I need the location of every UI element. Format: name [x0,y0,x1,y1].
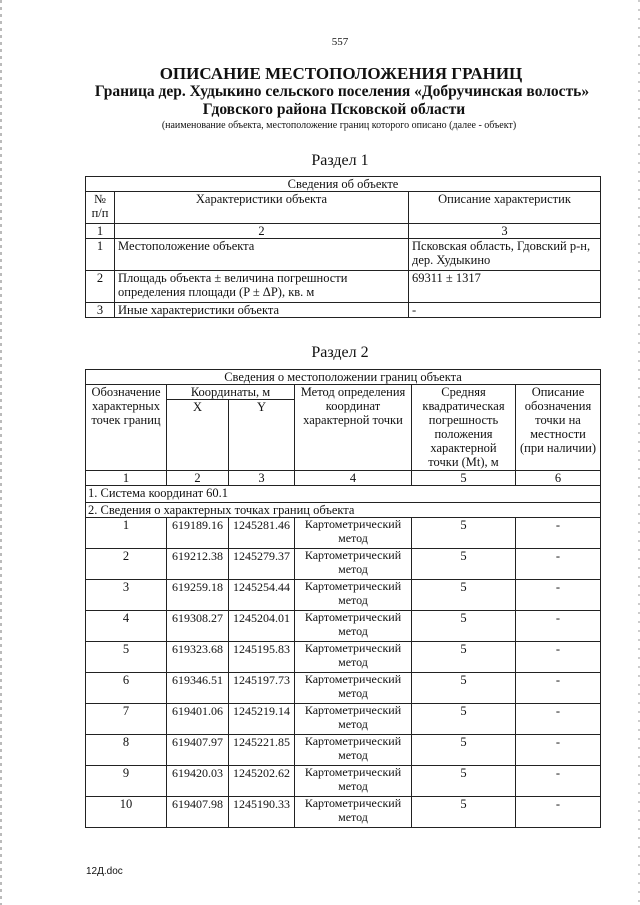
point-number: 6 [86,673,167,704]
index-cell: 3 [229,471,295,486]
subtitle-note: (наименование объекта, местоположение границ которого описано (далее - объект) [161,120,517,131]
table-row [86,580,601,611]
points-section-row: 2. Сведения о характерных точках границ объекта [86,503,601,518]
point-description: - [516,611,601,642]
coordinate-system-row: 1. Система координат 60.1 [86,486,601,503]
row-description: 69311 ± 1317 [409,271,601,303]
point-description: - [516,518,601,549]
point-description: - [516,704,601,735]
method: Картометрический метод [295,735,412,766]
x-coordinate: 619323.68 [167,642,229,673]
table-row [86,642,601,673]
object-info-table [85,176,601,318]
error: 5 [412,611,516,642]
table-row [86,518,601,549]
method: Картометрический метод [295,642,412,673]
x-coordinate: 619401.06 [167,704,229,735]
document-title: ОПИСАНИЕ МЕСТОПОЛОЖЕНИЯ ГРАНИЦ [159,64,523,83]
index-cell: 6 [516,471,601,486]
y-coordinate: 1245190.33 [229,797,295,828]
row-description: - [409,303,601,318]
table-row [86,735,601,766]
row-characteristic: Местоположение объекта [115,239,409,271]
table-row [86,549,601,580]
y-coordinate: 1245202.62 [229,766,295,797]
header-coordinates: Координаты, м [167,385,295,400]
method: Картометрический метод [295,549,412,580]
method: Картометрический метод [295,797,412,828]
method: Картометрический метод [295,766,412,797]
header-y: Y [229,400,295,471]
error: 5 [412,518,516,549]
point-description: - [516,797,601,828]
x-coordinate: 619308.27 [167,611,229,642]
table-caption: Сведения о местоположении границ объекта [86,370,601,385]
error: 5 [412,766,516,797]
error: 5 [412,704,516,735]
table-row [86,797,601,828]
table-row [86,239,601,271]
table-row [86,766,601,797]
y-coordinate: 1245204.01 [229,611,295,642]
point-number: 5 [86,642,167,673]
table-caption: Сведения об объекте [86,177,601,192]
method: Картометрический метод [295,518,412,549]
section-1-title: Раздел 1 [311,152,369,169]
method: Картометрический метод [295,611,412,642]
table-row [86,303,601,318]
row-characteristic: Площадь объекта ± величина погрешности определения площади (P ± ΔP), кв. м [115,271,409,303]
point-description: - [516,766,601,797]
index-cell: 1 [86,471,167,486]
index-cell: 2 [167,471,229,486]
row-number: 1 [86,239,115,271]
row-number: 2 [86,271,115,303]
point-number: 8 [86,735,167,766]
x-coordinate: 619346.51 [167,673,229,704]
y-coordinate: 1245254.44 [229,580,295,611]
header-x: X [167,400,229,471]
table-row [86,704,601,735]
table-row [86,271,601,303]
x-coordinate: 619259.18 [167,580,229,611]
points-body [86,518,601,828]
x-coordinate: 619212.38 [167,549,229,580]
header-characteristic: Характеристики объекта [115,192,409,224]
table-row [86,611,601,642]
error: 5 [412,673,516,704]
x-coordinate: 619407.98 [167,797,229,828]
y-coordinate: 1245281.46 [229,518,295,549]
y-coordinate: 1245279.37 [229,549,295,580]
point-number: 3 [86,580,167,611]
x-coordinate: 619420.03 [167,766,229,797]
point-description: - [516,580,601,611]
header-error: Средняя квадратическая погрешность положения характерной точки (Mt), м [412,385,516,471]
error: 5 [412,735,516,766]
point-description: - [516,735,601,766]
table-row [86,673,601,704]
index-cell: 5 [412,471,516,486]
point-number: 2 [86,549,167,580]
point-number: 1 [86,518,167,549]
y-coordinate: 1245219.14 [229,704,295,735]
index-cell: 1 [86,224,115,239]
header-number: № п/п [86,192,115,224]
header-description: Описание характеристик [409,192,601,224]
point-description: - [516,549,601,580]
row-characteristic: Иные характеристики объекта [115,303,409,318]
error: 5 [412,797,516,828]
error: 5 [412,549,516,580]
subtitle-line-2: Гдовского района Псковской области [202,101,466,118]
header-description: Описание обозначения точки на местности (при наличии) [516,385,601,471]
method: Картометрический метод [295,704,412,735]
index-cell: 4 [295,471,412,486]
method: Картометрический метод [295,673,412,704]
point-description: - [516,673,601,704]
point-number: 4 [86,611,167,642]
index-cell: 3 [409,224,601,239]
row-description: Псковская область, Гдовский р-н, дер. Худыкино [409,239,601,271]
y-coordinate: 1245195.83 [229,642,295,673]
y-coordinate: 1245221.85 [229,735,295,766]
footer-filename: 12Д.doc [86,866,123,877]
scan-left-edge [0,0,2,905]
point-number: 9 [86,766,167,797]
method: Картометрический метод [295,580,412,611]
section-2-title: Раздел 2 [311,344,369,361]
x-coordinate: 619407.97 [167,735,229,766]
error: 5 [412,642,516,673]
x-coordinate: 619189.16 [167,518,229,549]
row-number: 3 [86,303,115,318]
point-description: - [516,642,601,673]
point-number: 10 [86,797,167,828]
y-coordinate: 1245197.73 [229,673,295,704]
title-block [0,64,640,132]
error: 5 [412,580,516,611]
index-cell: 2 [115,224,409,239]
subtitle-line-1: Граница дер. Худыкино сельского поселения «Добручинская волость» [94,83,590,100]
boundary-points-table [85,369,601,828]
page-number: 557 [331,36,349,48]
header-method: Метод определения координат характерной точки [295,385,412,471]
header-point: Обозначение характерных точек границ [86,385,167,471]
point-number: 7 [86,704,167,735]
